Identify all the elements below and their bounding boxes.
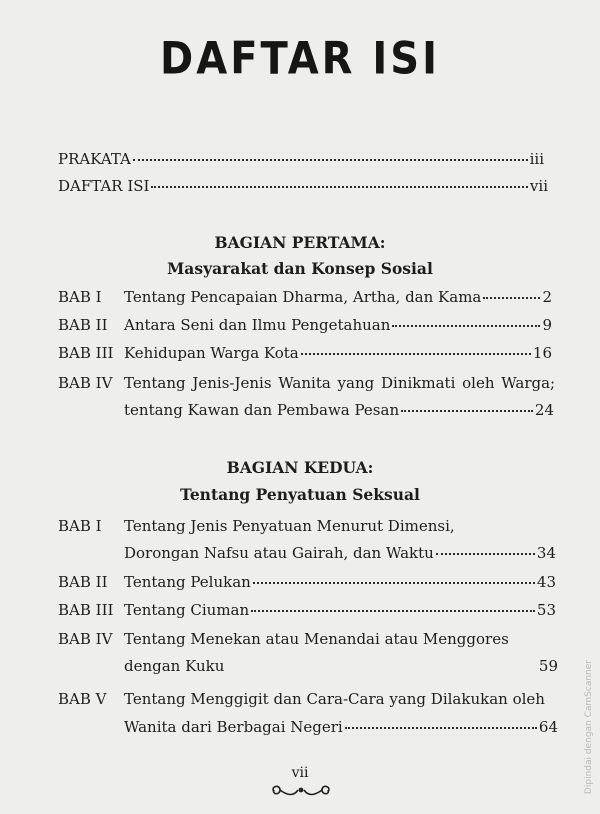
entry-page: 64 [538,718,558,736]
dot-leader [253,582,535,584]
dot-leader [251,610,535,612]
entry-title: PRAKATA [58,150,131,168]
toc-entry [58,316,552,334]
scanner-watermark: Dipindai dengan CamScanner [584,660,594,795]
entry-page: 53 [536,601,556,619]
toc-entry-continuation [124,718,558,736]
entry-page: 9 [542,316,552,334]
entry-title-line2: dengan Kuku [124,657,225,675]
entry-title: Tentang Jenis-Jenis Wanita yang Dinikmati oleh Warga; [124,374,556,392]
entry-page: 16 [532,344,552,362]
chapter-number: BAB V [58,690,107,708]
entry-title: Tentang Pelukan [124,573,251,591]
part-heading: BAGIAN KEDUA: [226,458,374,477]
chapter-number: BAB IV [58,630,113,648]
toc-entry [58,344,552,362]
toc-entry [58,690,558,708]
entry-page: 2 [542,288,552,306]
part-subheading: Masyarakat dan Konsep Sosial [167,259,433,278]
entry-page: vii [529,177,548,195]
entry-page: 24 [534,401,554,419]
part-heading: BAGIAN PERTAMA: [214,233,386,252]
toc-entry [58,288,552,306]
entry-title: Tentang Jenis Penyatuan Menurut Dimensi, [124,517,455,535]
toc-entry [58,517,558,535]
entry-page: 34 [536,544,556,562]
chapter-number: BAB III [58,344,114,362]
entry-title: Antara Seni dan Ilmu Pengetahuan [124,316,391,334]
toc-entry-daftar-isi [58,177,548,195]
entry-page: 43 [536,573,556,591]
toc-entry [58,601,556,619]
dot-leader [345,727,537,729]
entry-title-line2: Dorongan Nafsu atau Gairah, dan Waktu [124,544,434,562]
entry-title-line2: tentang Kawan dan Pembawa Pesan [124,401,400,419]
chapter-number: BAB I [58,517,102,535]
entry-title: Kehidupan Warga Kota [124,344,299,362]
chapter-number: BAB II [58,316,108,334]
dot-leader [436,553,535,555]
entry-title-line2: Wanita dari Berbagai Negeri [124,718,343,736]
page-number: vii [291,765,309,781]
page-title: DAFTAR ISI [160,33,440,85]
dot-leader [226,666,537,668]
flourish-ornament-icon [268,780,334,800]
dot-leader [133,159,528,161]
toc-entry [58,374,558,392]
entry-title: Tentang Menekan atau Menandai atau Menggores [124,630,509,648]
entry-page: 59 [538,657,558,675]
toc-entry-continuation [124,544,556,562]
chapter-number: BAB III [58,601,114,619]
chapter-number: BAB IV [58,374,113,392]
dot-leader [392,325,540,327]
toc-entry-continuation [124,657,558,675]
chapter-number: BAB II [58,573,108,591]
entry-title: Tentang Ciuman [124,601,250,619]
dot-leader [301,353,531,355]
toc-entry-prakata [58,150,544,168]
chapter-number: BAB I [58,288,102,306]
dot-leader [483,297,540,299]
toc-entry-continuation [124,401,554,419]
dot-leader [151,186,527,188]
toc-entry [58,573,556,591]
toc-entry [58,630,558,648]
dot-leader [401,410,533,412]
entry-title: Tentang Menggigit dan Cara-Cara yang Dilakukan oleh [124,690,545,708]
entry-page: iii [529,150,544,168]
entry-title: DAFTAR ISI [58,177,150,195]
part-subheading: Tentang Penyatuan Seksual [180,485,420,504]
entry-title: Tentang Pencapaian Dharma, Artha, dan Kama [124,288,482,306]
